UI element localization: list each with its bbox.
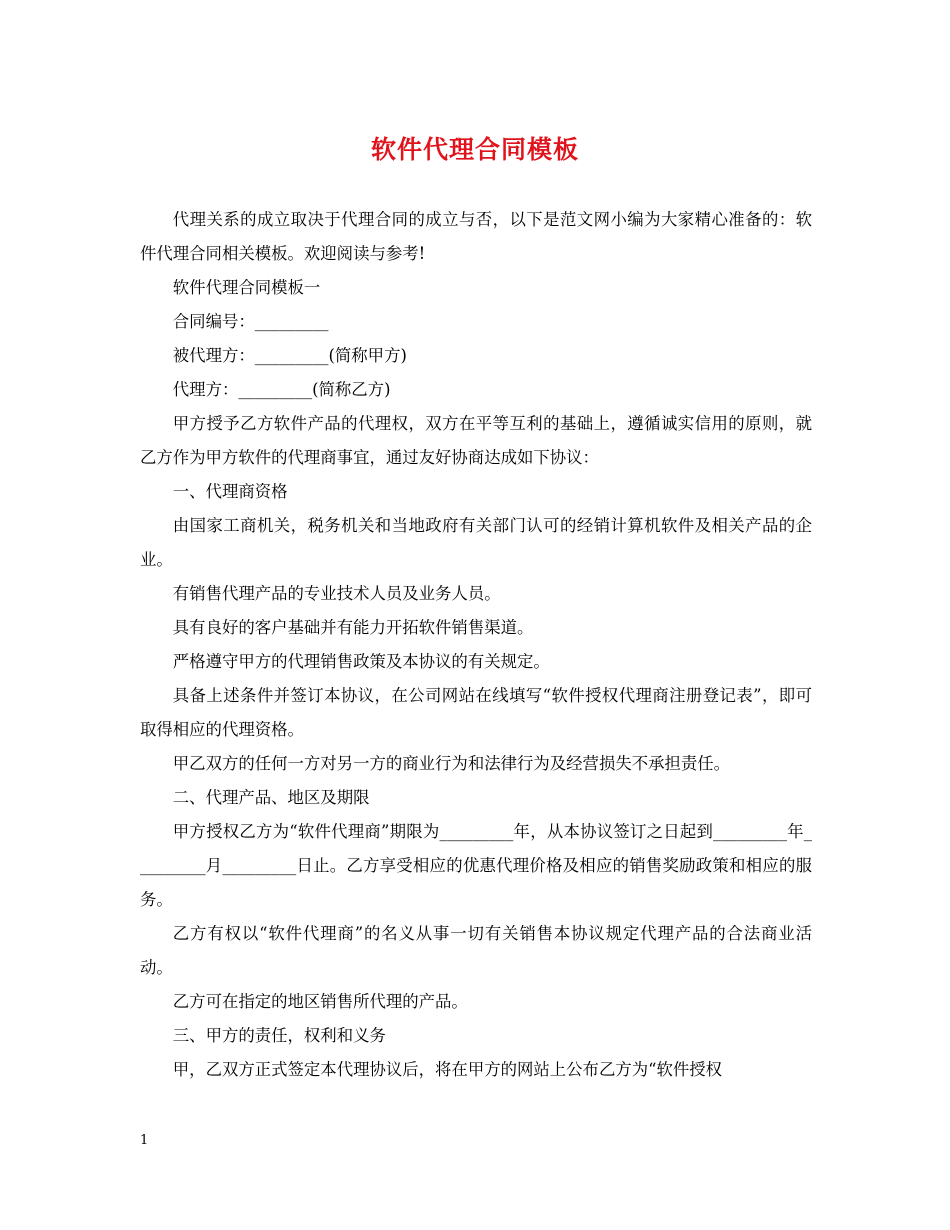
paragraph-products-1: 甲方授权乙方为“软件代理商”期限为_________年，从本协议签订之日起到_________年_________月_________日止。乙方享受相应的优惠代理价格及相应的销售奖励政策和相应的服务。: [140, 822, 812, 909]
paragraph-intro: 代理关系的成立取决于代理合同的成立与否，以下是范文网小编为大家精心准备的：软件代理合同相关模板。欢迎阅读与参考!: [140, 210, 812, 263]
paragraph-contract-number: 合同编号：_________: [172, 312, 329, 331]
paragraph-preamble: 甲方授予乙方软件产品的代理权，双方在平等互利的基础上，遵循诚实信用的原则，就乙方作为甲方软件的代理商事宜，通过友好协商达成如下协议：: [140, 414, 812, 467]
paragraph-qualification-4: 严格遵守甲方的代理销售政策及本协议的有关规定。: [172, 652, 550, 671]
paragraph-products-2: 乙方有权以“软件代理商”的名义从事一切有关销售本协议规定代理产品的合法商业活动。: [140, 924, 812, 977]
page-number: 1: [140, 1133, 149, 1148]
paragraph-template-heading: 软件代理合同模板一: [172, 278, 321, 297]
section-heading-qualification: 一、代理商资格: [172, 482, 288, 501]
document-body: [140, 203, 812, 1087]
paragraph-agent-party: 代理方：_________(简称乙方): [172, 380, 391, 399]
paragraph-qualification-2: 有销售代理产品的专业技术人员及业务人员。: [172, 584, 501, 603]
paragraph-qualification-1: 由国家工商机关，税务机关和当地政府有关部门认可的经销计算机软件及相关产品的企业。: [140, 516, 812, 569]
paragraph-products-3: 乙方可在指定的地区销售所代理的产品。: [172, 992, 468, 1011]
paragraph-qualification-5: 具备上述条件并签订本协议，在公司网站在线填写“软件授权代理商注册登记表”，即可取得相应的代理资格。: [140, 686, 812, 739]
paragraph-qualification-3: 具有良好的客户基础并有能力开拓软件销售渠道。: [172, 618, 534, 637]
paragraph-principal-party: 被代理方：_________(简称甲方): [172, 346, 407, 365]
section-heading-products: 二、代理产品、地区及期限: [172, 788, 370, 807]
paragraph-qualification-6: 甲乙双方的任何一方对另一方的商业行为和法律行为及经营损失不承担责任。: [172, 754, 731, 773]
document-title: 软件代理合同模板: [370, 135, 579, 164]
paragraph-responsibilities-1: 甲，乙双方正式签定本代理协议后，将在甲方的网站上公布乙方为“软件授权: [172, 1060, 723, 1079]
section-heading-responsibilities: 三、甲方的责任，权利和义务: [172, 1026, 386, 1045]
